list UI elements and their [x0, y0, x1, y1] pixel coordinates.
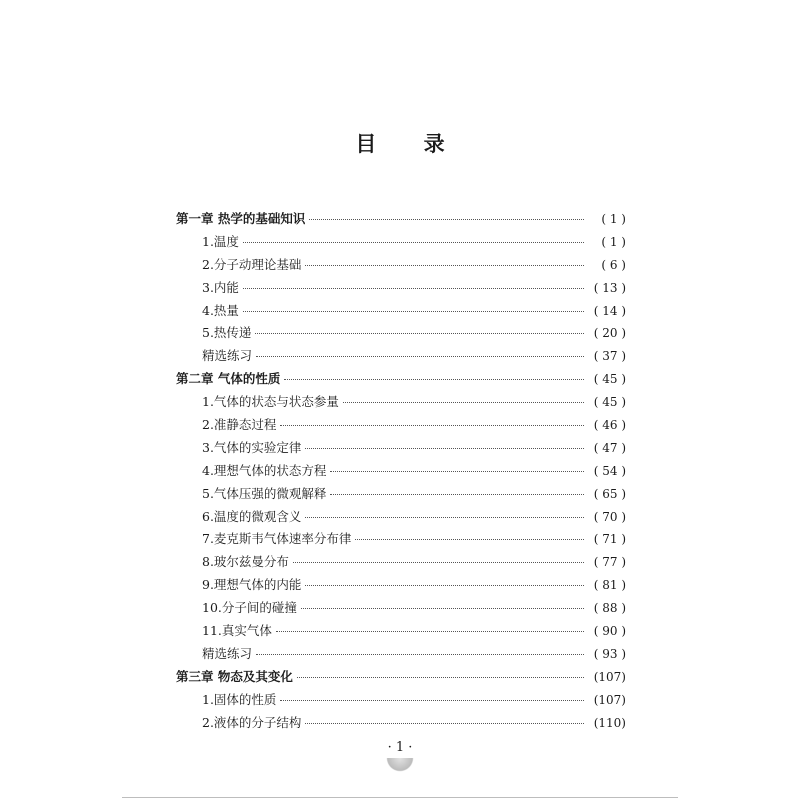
dot-leader: [330, 471, 584, 472]
toc-entry-page-number: ( 45 ): [593, 395, 626, 410]
toc-entry-label: 10.分子间的碰撞: [202, 600, 297, 616]
toc-entry-label: 4.理想气体的状态方程: [202, 462, 327, 478]
toc-section-entry: [176, 712, 626, 735]
toc-entry-label: 精选练习: [202, 645, 253, 661]
toc-entry-label: 5.气体压强的微观解释: [202, 485, 327, 501]
toc-section-entry: [176, 620, 626, 643]
toc-entry-page-number: ( 71 ): [593, 532, 626, 547]
dot-leader: [243, 288, 584, 289]
toc-entry-page-number: ( 14 ): [593, 303, 626, 318]
dot-leader: [301, 608, 584, 609]
toc-section-entry: [176, 506, 626, 529]
toc-entry-page-number: ( 1 ): [601, 234, 626, 249]
toc-entry-page-number: ( 45 ): [593, 372, 626, 387]
toc-entry-page-number: ( 46 ): [593, 418, 626, 433]
toc-section-entry: [176, 345, 626, 368]
dot-leader: [256, 654, 584, 655]
dot-leader: [305, 723, 584, 724]
dot-leader: [243, 311, 584, 312]
toc-section-entry: [176, 551, 626, 574]
toc-section-entry: [176, 277, 626, 300]
table-of-contents: [176, 208, 626, 734]
dot-leader: [280, 700, 584, 701]
toc-entry-page-number: ( 47 ): [593, 440, 626, 455]
toc-section-entry: [176, 460, 626, 483]
toc-entry-page-number: ( 70 ): [593, 509, 626, 524]
toc-entry-label: 2.液体的分子结构: [202, 714, 302, 730]
page-title: 目 录: [355, 132, 465, 156]
toc-section-entry: [176, 414, 626, 437]
toc-section-entry: [176, 483, 626, 506]
toc-entry-label: 3.气体的实验定律: [202, 439, 302, 455]
toc-chapter-entry: [176, 368, 626, 391]
toc-entry-label: 3.内能: [202, 279, 239, 295]
toc-entry-page-number: ( 88 ): [593, 601, 626, 616]
toc-section-entry: [176, 574, 626, 597]
dot-leader: [305, 517, 584, 518]
toc-entry-label: 1.气体的状态与状态参量: [202, 394, 339, 410]
toc-entry-page-number: ( 81 ): [593, 578, 626, 593]
dot-leader: [305, 585, 584, 586]
toc-entry-page-number: ( 54 ): [593, 463, 626, 478]
dot-leader: [276, 631, 584, 632]
dot-leader: [256, 356, 584, 357]
dot-leader: [293, 562, 584, 563]
toc-section-entry: [176, 322, 626, 345]
toc-section-entry: [176, 689, 626, 712]
dot-leader: [284, 379, 584, 380]
page-folio: · 1 ·: [387, 740, 413, 755]
toc-entry-label: 4.热量: [202, 302, 239, 318]
toc-entry-label: 精选练习: [202, 348, 253, 364]
toc-entry-label: 8.玻尔兹曼分布: [202, 554, 289, 570]
dot-leader: [255, 333, 584, 334]
dot-leader: [297, 677, 584, 678]
dot-leader: [280, 425, 584, 426]
dot-leader: [243, 242, 584, 243]
toc-entry-label: 第三章 物态及其变化: [176, 668, 293, 684]
bottom-rule: [122, 797, 678, 798]
dot-leader: [305, 265, 584, 266]
toc-entry-page-number: ( 37 ): [593, 349, 626, 364]
toc-section-entry: [176, 597, 626, 620]
toc-entry-label: 6.温度的微观含义: [202, 508, 302, 524]
toc-entry-page-number: ( 93 ): [593, 646, 626, 661]
toc-section-entry: [176, 254, 626, 277]
toc-entry-page-number: ( 90 ): [593, 624, 626, 639]
toc-entry-page-number: ( 77 ): [593, 555, 626, 570]
toc-section-entry: [176, 300, 626, 323]
toc-chapter-entry: [176, 666, 626, 689]
toc-section-entry: [176, 231, 626, 254]
toc-section-entry: [176, 391, 626, 414]
toc-entry-page-number: (110): [593, 715, 626, 730]
toc-section-entry: [176, 643, 626, 666]
toc-entry-page-number: ( 20 ): [593, 326, 626, 341]
dot-leader: [330, 494, 584, 495]
toc-section-entry: [176, 528, 626, 551]
toc-entry-label: 第一章 热学的基础知识: [176, 211, 306, 226]
toc-entry-label: 第二章 气体的性质: [176, 371, 281, 387]
toc-entry-label: 1.温度: [202, 233, 239, 249]
dot-leader: [355, 539, 584, 540]
toc-entry-page-number: ( 6 ): [601, 257, 626, 272]
toc-entry-label: 9.理想气体的内能: [202, 577, 302, 593]
toc-entry-label: 7.麦克斯韦气体速率分布律: [202, 531, 352, 547]
dot-leader: [309, 219, 584, 220]
dot-leader: [343, 402, 584, 403]
toc-section-entry: [176, 437, 626, 460]
toc-entry-page-number: ( 13 ): [593, 280, 626, 295]
dot-leader: [305, 448, 584, 449]
toc-entry-label: 1.固体的性质: [202, 691, 277, 707]
toc-entry-label: 2.准静态过程: [202, 417, 277, 433]
toc-chapter-entry: [176, 208, 626, 231]
toc-entry-page-number: ( 65 ): [593, 486, 626, 501]
toc-entry-label: 5.热传递: [202, 325, 252, 341]
toc-entry-label: 11.真实气体: [202, 623, 272, 639]
toc-entry-label: 2.分子动理论基础: [202, 256, 302, 272]
toc-entry-page-number: ( 1 ): [601, 212, 626, 226]
folio-ornament: [384, 758, 416, 774]
toc-entry-page-number: (107): [593, 692, 626, 707]
toc-entry-page-number: (107): [593, 669, 626, 684]
